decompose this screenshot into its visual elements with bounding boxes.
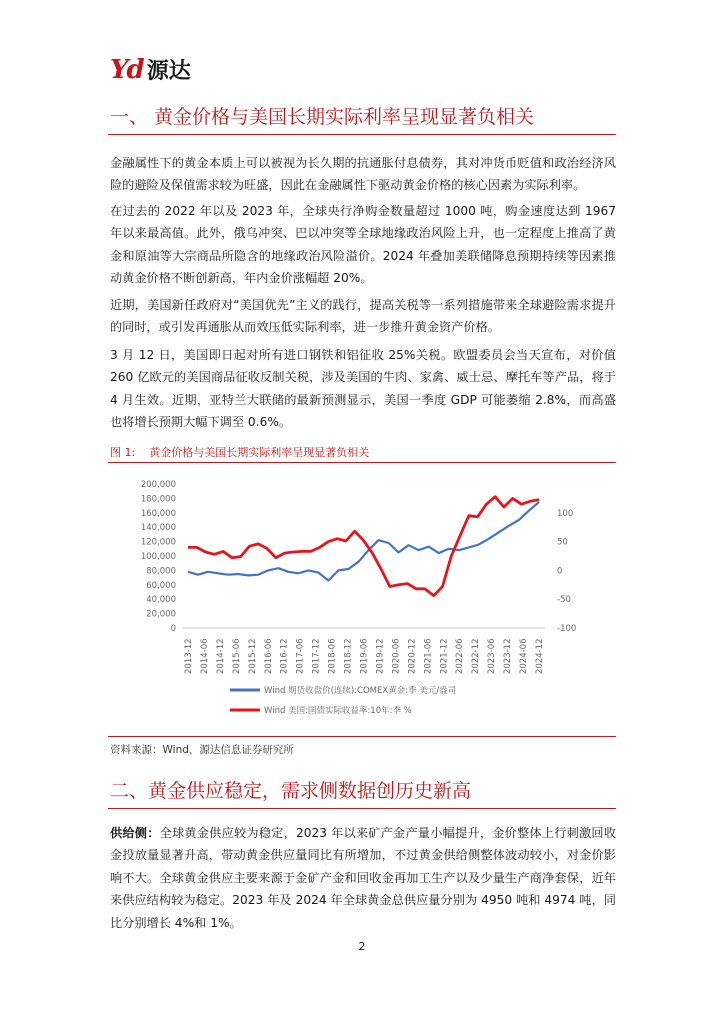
- x-tick-label: 2018-06: [327, 638, 338, 674]
- section1-rule: [108, 134, 616, 135]
- x-tick-label: 2019-12: [375, 638, 386, 674]
- page-number: 2: [358, 940, 366, 953]
- x-tick-label: 2015-12: [247, 638, 258, 674]
- x-tick-label: 2021-06: [423, 638, 434, 674]
- x-tick-label: 2015-06: [231, 638, 242, 674]
- x-tick-label: 2020-12: [407, 638, 418, 674]
- figure-label: 图 1:: [110, 446, 136, 459]
- y-right-tick-label: 100: [557, 508, 574, 519]
- y-left-tick-label: 80,000: [146, 566, 176, 577]
- section2-rule: [108, 808, 616, 809]
- y-right-tick-label: -100: [557, 624, 577, 634]
- figure-source: 资料来源：Wind，源达信息证券研究所: [110, 744, 294, 756]
- x-tick-label: 2019-06: [359, 638, 370, 674]
- figure-bottom-rule: [108, 736, 616, 737]
- y-left-tick-label: 160,000: [140, 508, 176, 519]
- x-tick-label: 2018-12: [343, 638, 354, 674]
- legend-label-yield: Wind 美国:国债实际收益率:10年:季 %: [264, 706, 412, 716]
- logo-text: 源达: [146, 59, 191, 84]
- x-tick-label: 2014-12: [215, 638, 226, 674]
- x-tick-label: 2017-12: [311, 638, 322, 674]
- x-tick-label: 2013-12: [184, 638, 194, 674]
- x-tick-label: 2022-12: [471, 638, 482, 674]
- x-tick-label: 2017-06: [295, 638, 306, 674]
- y-left-tick-label: 180,000: [140, 494, 176, 505]
- x-tick-label: 2022-06: [455, 638, 466, 674]
- x-tick-label: 2023-06: [487, 638, 498, 674]
- brand-logo: [110, 54, 191, 85]
- gold-vs-real-yield-chart: [110, 466, 616, 736]
- x-tick-label: 2023-12: [503, 638, 514, 674]
- series-line-real-yield: [188, 497, 539, 596]
- legend-label-gold: Wind 期货收盘价(连续):COMEX黄金:季 美元/盎司: [264, 686, 457, 696]
- x-tick-label: 2016-06: [263, 638, 274, 674]
- figure-top-rule: [108, 462, 616, 463]
- x-tick-label: 2024-12: [535, 638, 545, 674]
- x-tick-label: 2024-06: [519, 638, 530, 674]
- supply-text: 全球黄金供应较为稳定，2023 年以来矿产金产量小幅提升，金价整体上行刺激回收金投放量显著升高，带动黄金供应量同比有所增加，不过黄金供给侧整体波动较小，对金价影响不大。全球黄金供应主要来源于金矿产金和回收金再加工生产以及少量生产商净套保，近年来供应结构较为稳定。2023 年及 2024 年全球黄金总供应量分别为 4950 吨和 4974 吨，同比分别增长 4%和 1%。: [110, 826, 617, 930]
- y-left-tick-label: 200,000: [140, 480, 176, 490]
- section1-heading: 一、 黄金价格与美国长期实际利率呈现显著负相关: [110, 106, 535, 128]
- y-right-tick-label: 50: [557, 537, 568, 548]
- y-left-tick-label: 40,000: [146, 595, 176, 606]
- figure-caption: 黄金价格与美国长期实际利率呈现显著负相关: [149, 446, 370, 459]
- paragraph-2: 在过去的 2022 年以及 2023 年，全球央行净购金数量超过 1000 吨，购金速度达到 1967 年以来最高值。此外，俄乌冲突、巴以冲突等全球地缘政治风险上升，也一定程度上推高了黄金和原油等大宗商品所隐含的地缘政治风险溢价。2024 年叠加美联储降息预期持续等因素推动黄金价格不断创新高，年内金价涨幅超 20%。: [110, 204, 616, 286]
- supply-label: 供给侧：: [110, 826, 160, 840]
- logo-mark: Yd: [110, 54, 143, 85]
- section2-heading: 二、黄金供应稳定，需求侧数据创历史新高: [110, 780, 472, 802]
- supply-paragraph: [110, 822, 616, 934]
- paragraph-3: 近期，美国新任政府对“美国优先”主义的践行，提高关税等一系列措施带来全球避险需求提升的同时，或引发再通胀从而效压低实际利率，进一步推升黄金资产价格。: [110, 298, 616, 335]
- y-right-tick-label: 0: [557, 566, 563, 577]
- y-left-tick-label: 0: [170, 624, 176, 634]
- y-right-tick-label: -50: [557, 595, 571, 606]
- paragraph-4: 3 月 12 日，美国即日起对所有进口钢铁和铝征收 25%关税。欧盟委员会当天宣布，对价值 260 亿欧元的美国商品征收反制关税，涉及美国的牛肉、家禽、威士忌、摩托车等产品，将于 4 月生效。近期，亚特兰大联储的最新预测显示，美国一季度 GDP 可能萎缩 2.8%，而高盛也将增长预期大幅下调至 0.6%。: [110, 348, 616, 430]
- x-tick-label: 2014-06: [199, 638, 210, 674]
- x-tick-label: 2020-06: [391, 638, 402, 674]
- x-tick-label: 2021-12: [439, 638, 450, 674]
- y-left-tick-label: 120,000: [140, 537, 176, 548]
- paragraph-1: 金融属性下的黄金本质上可以被视为长久期的抗通胀付息债券，其对冲货币贬值和政治经济风险的避险及保值需求较为旺盛，因此在金融属性下驱动黄金价格的核心因素为实际利率。: [110, 156, 616, 193]
- y-left-tick-label: 20,000: [146, 609, 176, 620]
- figure-title: [110, 444, 383, 460]
- y-left-tick-label: 100,000: [140, 552, 176, 562]
- y-left-tick-label: 140,000: [140, 523, 176, 534]
- x-tick-label: 2016-12: [279, 638, 290, 674]
- y-left-tick-label: 60,000: [146, 580, 176, 591]
